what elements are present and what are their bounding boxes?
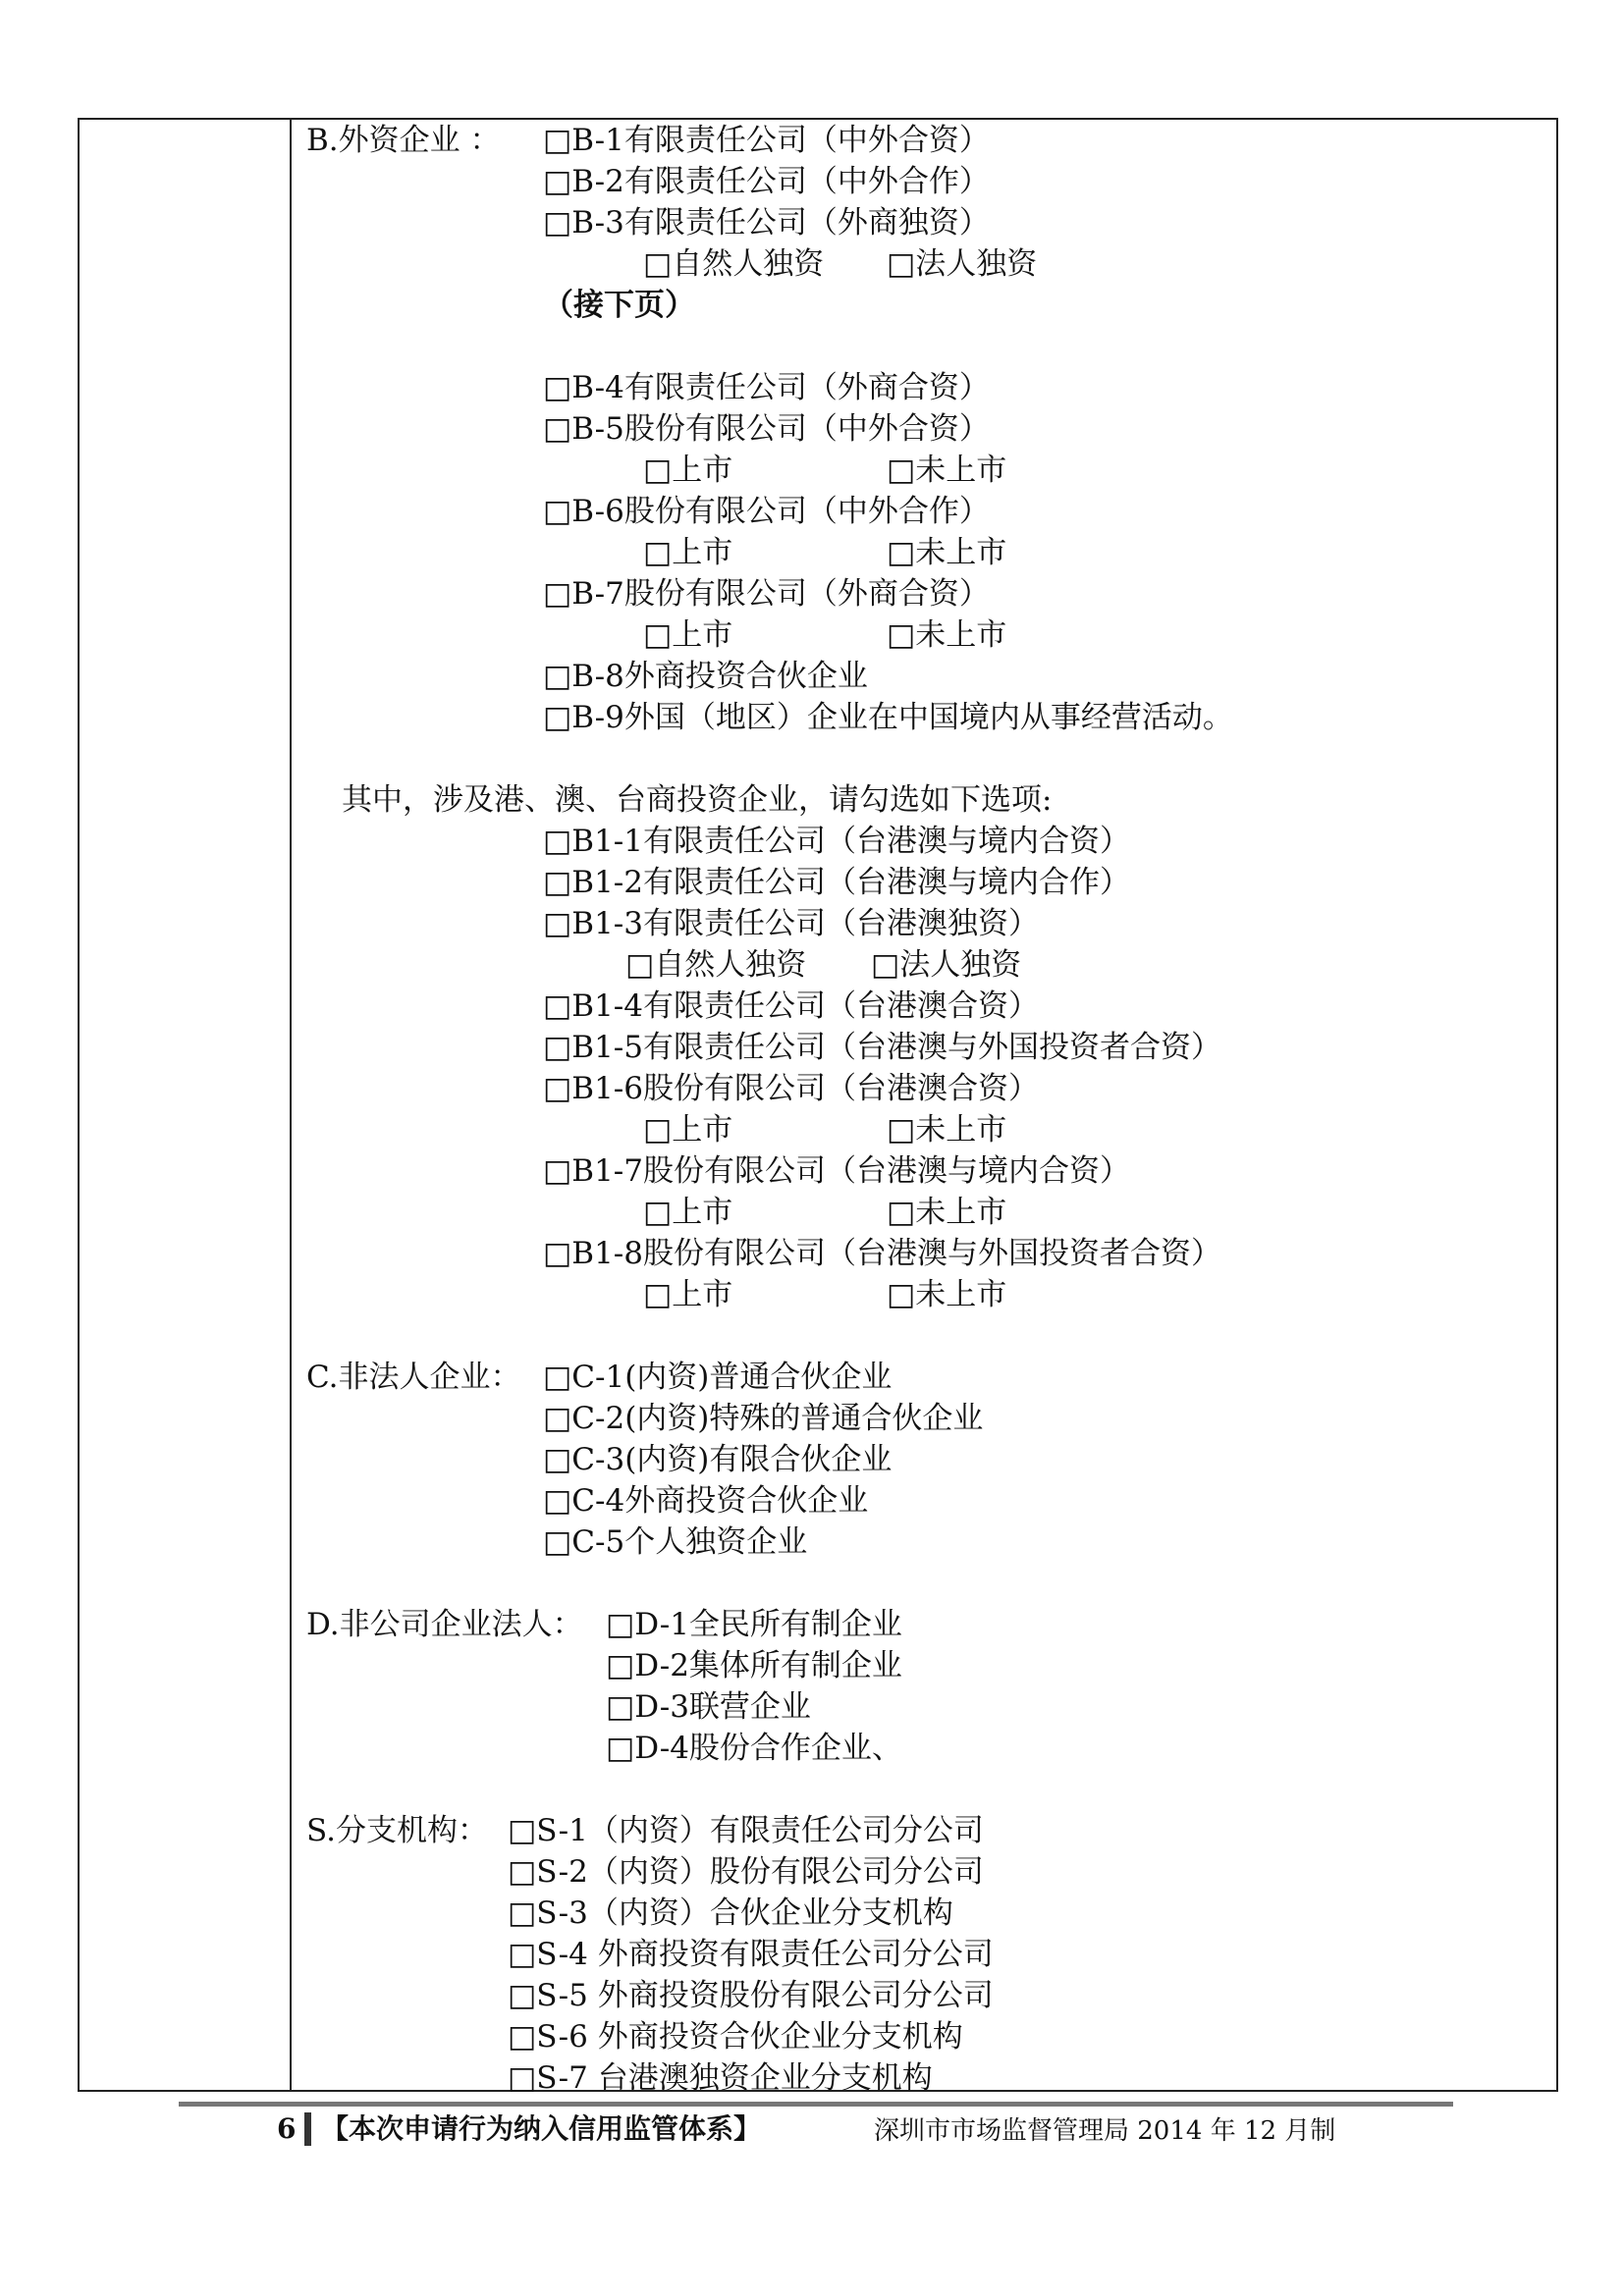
- option-b-5-listed[interactable]: □上市: [643, 453, 733, 488]
- footer-rule: [179, 2102, 1453, 2107]
- option-b1-8-unlisted[interactable]: □未上市: [887, 1277, 1007, 1312]
- option-b-6-unlisted[interactable]: □未上市: [887, 535, 1007, 570]
- option-b-6-listed[interactable]: □上市: [643, 535, 733, 570]
- option-b1-6-listed[interactable]: □上市: [643, 1112, 733, 1148]
- option-b-7-listed[interactable]: □上市: [643, 617, 733, 653]
- option-b-8[interactable]: □B-8外商投资合伙企业: [543, 659, 868, 694]
- page-number: 6: [277, 2112, 297, 2145]
- option-b-5[interactable]: □B-5股份有限公司（中外合资）: [543, 411, 990, 447]
- option-s-2[interactable]: □S-2（内资）股份有限公司分公司: [508, 1854, 984, 1890]
- option-c-1[interactable]: □C-1(内资)普通合伙企业: [543, 1360, 893, 1395]
- option-b1-7-listed[interactable]: □上市: [643, 1195, 733, 1230]
- option-b1-3-natural-person[interactable]: □自然人独资: [625, 947, 807, 983]
- option-b1-6[interactable]: □B1-6股份有限公司（台港澳合资）: [543, 1071, 1039, 1106]
- option-b1-3[interactable]: □B1-3有限责任公司（台港澳独资）: [543, 906, 1039, 941]
- section-d-header: D.非公司企业法人：: [306, 1607, 583, 1642]
- section-b-header: B.外资企业 ：: [306, 123, 501, 158]
- continued-note: （接下页）: [543, 288, 695, 323]
- footer-note: 【本次申请行为纳入信用监管体系】: [321, 2112, 762, 2145]
- option-s-7[interactable]: □S-7 台港澳独资企业分支机构: [508, 2060, 933, 2096]
- option-d-3[interactable]: □D-3联营企业: [606, 1689, 811, 1725]
- option-c-5[interactable]: □C-5个人独资企业: [543, 1524, 808, 1560]
- option-b1-7-unlisted[interactable]: □未上市: [887, 1195, 1007, 1230]
- section-s-header: S.分支机构：: [306, 1813, 488, 1848]
- footer-organization: 深圳市市场监督管理局 2014 年 12 月制: [874, 2116, 1336, 2146]
- option-b-3-natural-person[interactable]: □自然人独资: [643, 246, 825, 282]
- option-b-1[interactable]: □B-1有限责任公司（中外合资）: [543, 123, 990, 158]
- section-c-header: C.非法人企业：: [306, 1360, 521, 1395]
- option-b-3[interactable]: □B-3有限责任公司（外商独资）: [543, 205, 990, 240]
- hmt-intro: 其中，涉及港、澳、台商投资企业，请勾选如下选项:: [342, 782, 1053, 818]
- option-b-4[interactable]: □B-4有限责任公司（外商合资）: [543, 370, 990, 405]
- option-d-1[interactable]: □D-1全民所有制企业: [606, 1607, 902, 1642]
- option-s-6[interactable]: □S-6 外商投资合伙企业分支机构: [508, 2019, 963, 2055]
- option-b-3-legal-person[interactable]: □法人独资: [887, 246, 1038, 282]
- option-s-4[interactable]: □S-4 外商投资有限责任公司分公司: [508, 1937, 994, 1972]
- option-s-5[interactable]: □S-5 外商投资股份有限公司分公司: [508, 1978, 994, 2013]
- option-b-9[interactable]: □B-9外国（地区）企业在中国境内从事经营活动。: [543, 700, 1233, 735]
- option-b-6[interactable]: □B-6股份有限公司（中外合作）: [543, 494, 990, 529]
- option-b-7-unlisted[interactable]: □未上市: [887, 617, 1007, 653]
- option-b1-6-unlisted[interactable]: □未上市: [887, 1112, 1007, 1148]
- option-b1-8-listed[interactable]: □上市: [643, 1277, 733, 1312]
- option-c-4[interactable]: □C-4外商投资合伙企业: [543, 1483, 869, 1519]
- option-b-5-unlisted[interactable]: □未上市: [887, 453, 1007, 488]
- option-d-2[interactable]: □D-2集体所有制企业: [606, 1648, 902, 1683]
- option-b1-1[interactable]: □B1-1有限责任公司（台港澳与境内合资）: [543, 824, 1130, 859]
- option-b-2[interactable]: □B-2有限责任公司（中外合作）: [543, 164, 990, 199]
- option-b1-8[interactable]: □B1-8股份有限公司（台港澳与外国投资者合资）: [543, 1236, 1221, 1271]
- option-b1-5[interactable]: □B1-5有限责任公司（台港澳与外国投资者合资）: [543, 1030, 1221, 1065]
- option-s-3[interactable]: □S-3（内资）合伙企业分支机构: [508, 1896, 953, 1931]
- option-b1-3-legal-person[interactable]: □法人独资: [871, 947, 1022, 983]
- option-b-7[interactable]: □B-7股份有限公司（外商合资）: [543, 576, 990, 612]
- option-b1-4[interactable]: □B1-4有限责任公司（台港澳合资）: [543, 988, 1039, 1024]
- option-c-2[interactable]: □C-2(内资)特殊的普通合伙企业: [543, 1401, 984, 1436]
- option-b1-7[interactable]: □B1-7股份有限公司（台港澳与境内合资）: [543, 1153, 1130, 1189]
- option-s-1[interactable]: □S-1（内资）有限责任公司分公司: [508, 1813, 984, 1848]
- option-c-3[interactable]: □C-3(内资)有限合伙企业: [543, 1442, 893, 1477]
- option-b1-2[interactable]: □B1-2有限责任公司（台港澳与境内合作）: [543, 865, 1130, 900]
- option-d-4[interactable]: □D-4股份合作企业、: [606, 1731, 902, 1766]
- footer-separator: [304, 2112, 311, 2146]
